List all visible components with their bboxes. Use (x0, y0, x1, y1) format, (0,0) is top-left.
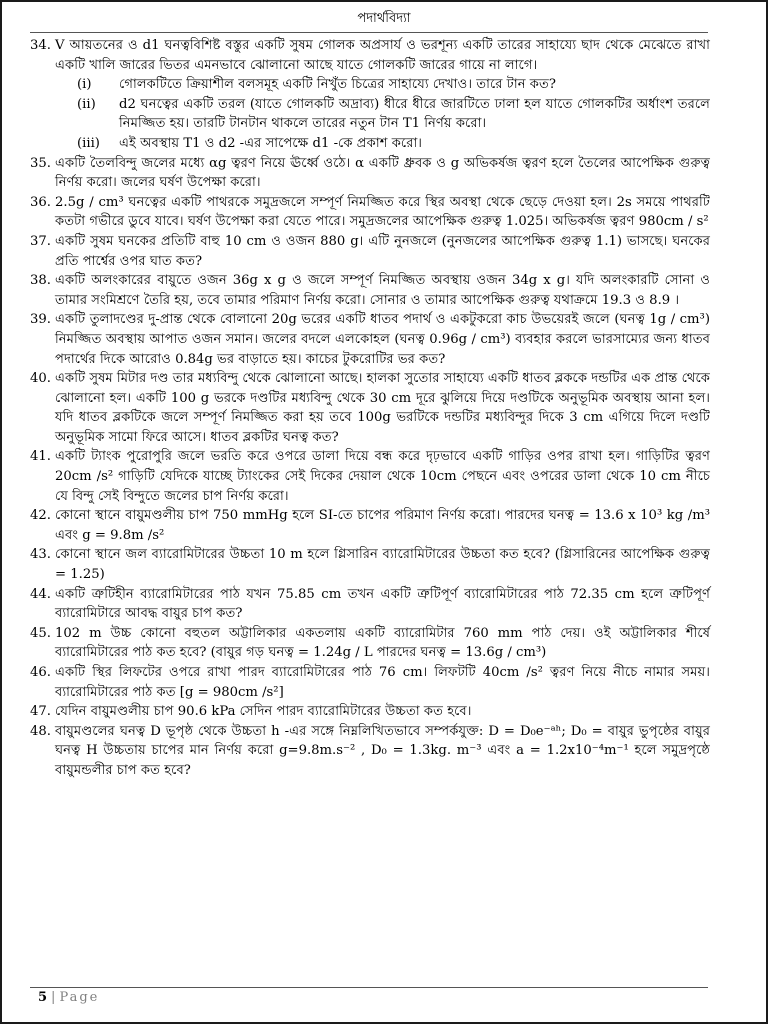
question-text: যেদিন বায়ুমণ্ডলীয় চাপ 90.6 kPa সেদিন পারদ ব্যারোমিটারের উচ্চতা কত হবে। (55, 704, 472, 720)
question-text: একটি ট্যাংক পুরোপুরি জলে ভরতি করে ওপরে ডালা দিয়ে বন্ধ করে দৃঢ়ভাবে একটি গাড়ির ওপর রাখা হল। গাড়িটির ত্বরণ 20cm /s² গাড়িটি যেদিকে যাচ্ছে ট্যাংকের সেই দিকের দেয়াল থেকে 10cm পেছনে এবং ওপরের ডালা থেকে 10 cm নীচে যে বিন্দু সেই বিন্দুতে জলের চাপ নির্ণয় করো। (55, 449, 710, 504)
question-text: V আয়তনের ও d1 ঘনত্ববিশিষ্ট বস্তুর একটি সুষম গোলক অপ্রসার্য ও ভরশূন্য একটি তারের সাহায্যে ছাদ থেকে মেঝেতে রাখা একটি খালি জারের ভিতর এমনভাবে ঝোলানো আছে যাতে গোলকটি জারের গায়ে না লাগে। (55, 38, 710, 73)
question-item (30, 36, 710, 75)
question-item (30, 585, 710, 624)
question-number: 43. (30, 547, 51, 563)
question-text: বায়ুমণ্ডলের ঘনত্ব D ভূপৃষ্ঠ থেকে উচ্চতা h -এর সঙ্গে নিম্নলিখিতভাবে সম্পর্কযুক্ত: D = D₀e⁻ᵃʰ; D₀ = বায়ুর ভুপৃষ্ঠের বায়ুর ঘনত্ব H উচ্চতায় চাপের মান নির্ণয় করো g=9.8m.s⁻² , D₀ = 1.3kg. m⁻³ এবং a = 1.2x10⁻⁴m⁻¹ হলে সমুদ্রপৃষ্ঠে বায়ুমন্ডলীর চাপ কত হবে? (55, 723, 710, 778)
question-item (30, 232, 710, 271)
question-item (30, 663, 710, 702)
question-number: 44. (30, 586, 51, 602)
sub-question-number: (ii) (77, 96, 96, 112)
question-text: একটি অলংকারের বায়ুতে ওজন 36g x g ও জলে সম্পূর্ণ নিমজ্জিত অবস্থায় ওজন 34g x g। যদি অলংকারটি সোনা ও তামার সংমিশ্রণে তৈরি হয়, তবে তামার পরিমাণ নির্ণয় করো। সোনার ও তামার আপেক্ষিক গুরুত্ব যথাক্রমে 19.3 ও 8.9 । (55, 273, 710, 308)
question-number: 37. (30, 233, 51, 249)
question-number: 48. (30, 723, 51, 739)
sub-question-text: গোলকটিতে ক্রিয়াশীল বলসমূহ একটি নিখুঁত চিত্রের সাহায্যে দেখাও। তারে টান কত? (119, 77, 556, 93)
question-number: 41. (30, 449, 51, 465)
question-text: কোনো স্থানে বায়ুমণ্ডলীয় চাপ 750 mmHg হলে SI-তে চাপের পরিমাণ নির্ণয় করো। পারদের ঘনত্ব = 13.6 x 10³ kg /m³ এবং g = 9.8m /s² (55, 508, 710, 543)
question-text: 102 m উচ্চ কোনো বহুতল অট্টালিকার একতলায় একটি ব্যারোমিটার 760 mm পাঠ দেয়। ওই অট্টালিকার শীর্ষে ব্যারোমিটারের পাঠ কত হবে? (বায়ুর গড় ঘনত্ব = 1.24g / L পারদের ঘনত্ব = 13.6g / cm³) (55, 625, 710, 661)
question-text: একটি তুলাদণ্ডের দু-প্রান্ত থেকে বোলানো 20g ভরের একটি ধাতব পদার্থ ও একটুকরো কাচ উভয়েরই জলে (ঘনত্ব 1g / cm³) নিমজ্জিত অবস্থায় আপাত ওজন সমান। জলের বদলে এলকোহল (ঘনত্ব 0.96g / cm³) ব্যবহার করলে ভারসাম্যের জন্য ধাতব পদার্থের দিকে আরোও 0.84g ভর বাড়াতে হয়। কাচের টুকরোটির ভর কত? (55, 312, 710, 367)
header-divider (30, 32, 708, 33)
sub-question-number: (i) (77, 77, 92, 93)
sub-question-item (55, 95, 710, 134)
question-item (30, 154, 710, 193)
page-footer (38, 990, 99, 1005)
sub-question-text: এই অবস্থায় T1 ও d2 -এর সাপেক্ষে d1 -কে প্রকাশ করো। (119, 135, 423, 151)
question-number: 34. (30, 38, 51, 53)
question-item (30, 310, 710, 369)
question-text: একটি সুষম ঘনকের প্রতিটি বাহু 10 cm ও ওজন 880 g। এটি নুনজলে (নুনজলের আপেক্ষিক গুরুত্ব 1.1) ভাসছে। ঘনকের প্রতি পার্শ্বের ওপর ঘাত কত? (55, 233, 710, 269)
question-number: 45. (30, 625, 51, 641)
question-item (30, 722, 710, 781)
sub-question-text: d2 ঘনত্বের একটি তরল (যাতে গোলকটি অদ্রাব্য) ধীরে ধীরে জারটিতে ঢালা হল যাতে গোলকটির অর্ধাংশ তরলে নিমজ্জিত হয়। তারটি টানটান থাকলে তারের নতুন টান T1 নির্ণয় করো। (119, 96, 710, 132)
page-header: পদার্থবিদ্যা (357, 11, 411, 26)
question-item (30, 271, 710, 310)
footer-separator: | (51, 990, 56, 1005)
question-text: একটি সুষম মিটার দণ্ড তার মধ্যবিন্দু থেকে ঝোলানো আছে। হালকা সুতোর সাহায্যে একটি ধাতব ব্লককে দন্ডটির এক প্রান্ত থেকে ঝোলানো হল। একটি 100 g ভরকে দণ্ডটির মধ্যবিন্দু থেকে 30 cm দূরে ঝুলিয়ে দিয়ে দণ্ডটিকে অনুভূমিক অবস্থায় আনা হল। যদি ধাতব ব্লকটিকে জলে সম্পূর্ণ নিমজ্জিত করা হয় তবে 100g ভরটিকে দন্ডটির মধ্যবিন্দুর দিকে 3 cm এগিয়ে দিলে দণ্ডটি অনুভূমিক সামো ফিরে আসে। ধাতব ব্লকটির ঘনত্ব কত? (55, 371, 710, 445)
question-text: একটি ত্রুটিহীন ব্যারোমিটারের পাঠ যখন 75.85 cm তখন একটি ত্রুটিপূর্ণ ব্যারোমিটারের পাঠ 72.35 cm হলে ত্রুটিপূর্ণ ব্যারোমিটারে আবদ্ধ বায়ুর চাপ কত? (55, 586, 710, 622)
question-item (30, 447, 710, 506)
question-number: 39. (30, 312, 51, 328)
question-list (30, 36, 710, 781)
question-text: কোনো স্থানে জল ব্যারোমিটারের উচ্চতা 10 m হলে গ্লিসারিন ব্যারোমিটারের উচ্চতা কত হবে? (গ্লিসারিনের আপেক্ষিক গুরুত্ব = 1.25) (55, 547, 710, 583)
question-text: একটি স্থির লিফটের ওপরে রাখা পারদ ব্যারোমিটারের পাঠ 76 cm। লিফটটি 40cm /s² ত্বরণ নিয়ে নীচে নামার সময়। ব্যারোমিটারের পাঠ কত [g = 980cm /s²] (55, 665, 710, 700)
question-item (30, 369, 710, 447)
sub-question-item (55, 75, 710, 95)
question-text: 2.5g / cm³ ঘনত্বের একটি পাথরকে সমুদ্রজলে সম্পূর্ণ নিমজ্জিত করে স্থির অবস্থা থেকে ছেড়ে দেওয়া হল। 2s সময়ে পাথরটি কতটা গভীরে ডুবে যাবে। ঘর্ষণ উপেক্ষা করা যেতে পারে। সমুদ্রজলের আপেক্ষিক গুরুত্ব 1.025। অভিকর্ষজ ত্বরণ 980cm / s² (55, 194, 710, 230)
sub-question-item (55, 134, 710, 154)
sub-question-number: (iii) (77, 135, 100, 151)
page-number: 5 (38, 990, 48, 1005)
footer-divider (30, 987, 708, 988)
question-number: 38. (30, 273, 51, 289)
page-label: Page (59, 990, 100, 1005)
question-item (30, 624, 710, 663)
question-item (30, 545, 710, 584)
question-number: 42. (30, 508, 51, 524)
question-number: 47. (30, 704, 51, 720)
question-item (30, 193, 710, 232)
question-number: 36. (30, 194, 51, 210)
question-item (30, 506, 710, 545)
question-number: 40. (30, 371, 51, 387)
question-text: একটি তৈলবিন্দু জলের মধ্যে αg ত্বরণ নিয়ে ঊর্ধ্বে ওঠে। α একটি ধ্রুবক ও g অভিকর্ষজ ত্বরণ হলে তৈলের আপেক্ষিক গুরুত্ব নির্ণয় করো। জলের ঘর্ষণ উপেক্ষা করো। (55, 155, 710, 191)
question-item (30, 702, 710, 722)
question-number: 46. (30, 665, 51, 680)
question-number: 35. (30, 155, 51, 171)
